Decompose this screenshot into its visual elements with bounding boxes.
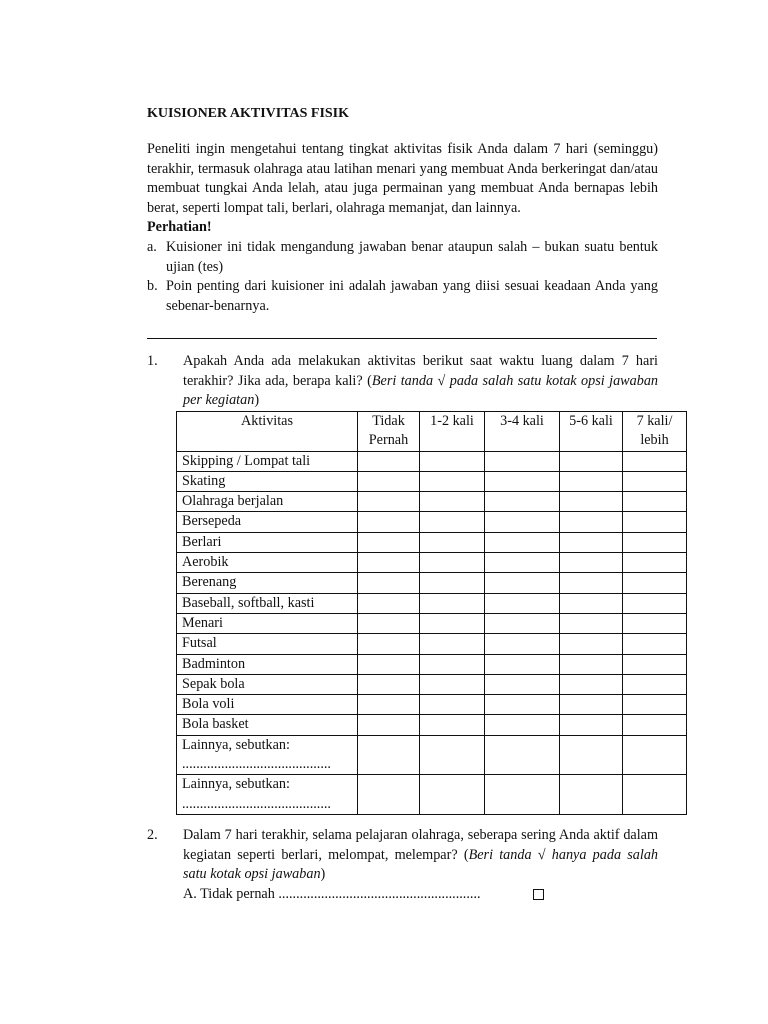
answer-cell[interactable] [623,634,687,654]
answer-cell[interactable] [623,674,687,694]
note-a-text: Kuisioner ini tidak mengandung jawaban benar ataupun salah – bukan suatu bentuk ujian (tes) [166,238,658,275]
answer-cell[interactable] [485,451,560,471]
answer-cell[interactable] [623,553,687,573]
activity-label: Olahraga berjalan [177,492,358,512]
answer-cell[interactable] [420,775,485,815]
question-2-instruction: Beri tanda √ hanya pada salah satu kotak opsi jawaban [183,846,659,883]
option-a [183,885,658,905]
answer-cell[interactable] [420,471,485,491]
table-row [177,573,687,593]
option-a-checkbox[interactable] [533,889,544,900]
activity-label: Menari [177,613,358,633]
answer-cell[interactable] [358,492,420,512]
header-activity [177,412,358,452]
note-b-text: Poin penting dari kuisioner ini adalah jawaban yang diisi sesuai keadaan Anda yang sebenar-benarnya. [166,278,658,314]
answer-cell[interactable] [623,654,687,674]
activity-label: Sepak bola [177,674,358,694]
answer-cell[interactable] [420,695,485,715]
answer-cell[interactable] [485,715,560,735]
answer-cell[interactable] [560,634,623,654]
question-2 [147,826,658,904]
table-row [177,471,687,491]
header-3-4 [485,412,560,452]
note-a [147,238,658,277]
table-row [177,553,687,573]
table-row [177,451,687,471]
note-b [147,277,658,316]
answer-cell[interactable] [420,634,485,654]
answer-cell[interactable] [560,695,623,715]
activity-label: Skipping / Lompat tali [177,451,358,471]
table-row [177,674,687,694]
answer-cell[interactable] [420,492,485,512]
answer-cell[interactable] [623,715,687,735]
answer-cell[interactable] [485,471,560,491]
answer-cell[interactable] [485,613,560,633]
answer-cell[interactable] [485,735,560,775]
answer-cell[interactable] [485,512,560,532]
answer-cell[interactable] [485,492,560,512]
answer-cell[interactable] [485,674,560,694]
answer-cell[interactable] [420,674,485,694]
other-activity-blank[interactable]: .......................................... [182,756,331,773]
table-row [177,715,687,735]
answer-cell[interactable] [485,695,560,715]
answer-cell[interactable] [420,512,485,532]
answer-cell[interactable] [420,735,485,775]
activity-label: Futsal [177,634,358,654]
answer-cell[interactable] [358,532,420,552]
header-activity-label: Aktivitas [240,413,294,429]
header-7-line1: 7 kali/ [636,413,673,429]
answer-cell[interactable] [485,532,560,552]
answer-cell[interactable] [623,512,687,532]
answer-cell[interactable] [420,654,485,674]
other-activity-blank[interactable]: .......................................... [182,795,331,812]
answer-cell[interactable] [560,512,623,532]
activity-label: Berenang [177,573,358,593]
answer-cell[interactable] [560,532,623,552]
answer-cell[interactable] [358,715,420,735]
answer-cell[interactable] [623,532,687,552]
table-row [177,532,687,552]
answer-cell[interactable] [560,492,623,512]
answer-cell[interactable] [358,593,420,613]
answer-cell[interactable] [485,573,560,593]
attention-heading: Perhatian! [147,219,212,236]
answer-cell[interactable] [485,593,560,613]
table-row-other [177,735,687,775]
other-activity-label [177,775,358,815]
header-never-line2: Pernah [368,432,409,449]
activity-label: Bersepeda [177,512,358,532]
header-1-2-label: 1-2 kali [430,413,474,429]
answer-cell[interactable] [358,451,420,471]
header-never [358,412,420,452]
answer-cell[interactable] [560,593,623,613]
activity-label: Aerobik [177,553,358,573]
answer-cell[interactable] [420,553,485,573]
other-activity-label [177,735,358,775]
section-divider [147,338,657,339]
question-2-prompt: Dalam 7 hari terakhir, selama pelajaran olahraga, seberapa sering Anda aktif dalam kegiatan seperti berlari, melompat, melempar? ( [183,827,658,863]
option-a-label: A. Tidak pernah ......................................................... [183,885,481,902]
answer-cell[interactable] [420,573,485,593]
answer-cell[interactable] [485,553,560,573]
answer-cell[interactable] [358,613,420,633]
answer-cell[interactable] [560,573,623,593]
table-row [177,613,687,633]
answer-cell[interactable] [420,532,485,552]
answer-cell[interactable] [623,471,687,491]
activity-table [176,411,687,815]
table-row [177,512,687,532]
answer-cell[interactable] [358,512,420,532]
other-activity-prompt: Lainnya, sebutkan: [182,736,290,753]
header-5-6-label: 5-6 kali [569,413,613,429]
answer-cell[interactable] [560,613,623,633]
answer-cell[interactable] [623,775,687,815]
answer-cell[interactable] [623,492,687,512]
answer-cell[interactable] [485,634,560,654]
answer-cell[interactable] [358,775,420,815]
table-row [177,593,687,613]
answer-cell[interactable] [420,613,485,633]
header-1-2 [420,412,485,452]
table-row [177,634,687,654]
table-row [177,695,687,715]
activity-label: Baseball, softball, kasti [177,593,358,613]
question-2-close: ) [320,866,326,883]
answer-cell[interactable] [560,471,623,491]
answer-cell[interactable] [420,593,485,613]
question-1-instruction: Beri tanda √ pada salah satu kotak opsi jawaban per kegiatan [183,372,659,409]
header-7-plus [623,412,687,452]
document-title: KUISIONER AKTIVITAS FISIK [147,106,350,121]
table-row [177,654,687,674]
answer-cell[interactable] [623,735,687,775]
answer-cell[interactable] [358,471,420,491]
activity-label: Badminton [177,654,358,674]
answer-cell[interactable] [358,674,420,694]
answer-cell[interactable] [560,735,623,775]
answer-cell[interactable] [560,715,623,735]
answer-cell[interactable] [358,735,420,775]
header-3-4-label: 3-4 kali [500,413,544,429]
answer-cell[interactable] [420,715,485,735]
answer-cell[interactable] [560,553,623,573]
answer-cell[interactable] [358,695,420,715]
answer-cell[interactable] [485,654,560,674]
answer-cell[interactable] [623,613,687,633]
activity-label: Bola basket [177,715,358,735]
header-7-line2: lebih [640,432,669,449]
answer-cell[interactable] [560,674,623,694]
answer-cell[interactable] [485,775,560,815]
answer-cell[interactable] [623,451,687,471]
question-1 [147,352,658,411]
answer-cell[interactable] [623,695,687,715]
answer-cell[interactable] [420,451,485,471]
answer-cell[interactable] [358,573,420,593]
intro-section [147,140,658,316]
activity-label: Skating [177,471,358,491]
intro-paragraph: Peneliti ingin mengetahui tentang tingkat aktivitas fisik Anda dalam 7 hari (seminggu) terakhir, termasuk olahraga atau latihan menari yang membuat Anda berkeringat dan/atau membuat tungkai Anda lelah, atau juga permainan yang membuat Anda bernapas lebih berat, seperti lompat tali, berlari, olahraga memanjat, dan lainnya. [147,141,658,216]
answer-cell[interactable] [358,634,420,654]
activity-label: Berlari [177,532,358,552]
question-1-close: ) [254,392,260,409]
answer-cell[interactable] [560,654,623,674]
table-row [177,492,687,512]
header-never-line1: Tidak [372,413,405,429]
answer-cell[interactable] [560,775,623,815]
question-1-prompt: Apakah Anda ada melakukan aktivitas berikut saat waktu luang dalam 7 hari terakhir? Jika ada, berapa kali? ( [183,353,658,389]
header-5-6 [560,412,623,452]
question-2-text [183,826,658,885]
other-activity-prompt: Lainnya, sebutkan: [182,776,290,793]
question-1-number: 1. [147,353,158,369]
table-header-row [177,412,687,452]
answer-cell[interactable] [560,451,623,471]
question-1-text [183,352,658,411]
answer-cell[interactable] [358,553,420,573]
activity-label: Bola voli [177,695,358,715]
answer-cell[interactable] [623,593,687,613]
note-a-marker: a. [147,238,157,255]
note-b-marker: b. [147,278,158,295]
answer-cell[interactable] [358,654,420,674]
answer-cell[interactable] [623,573,687,593]
table-row-other [177,775,687,815]
question-2-number: 2. [147,827,158,843]
